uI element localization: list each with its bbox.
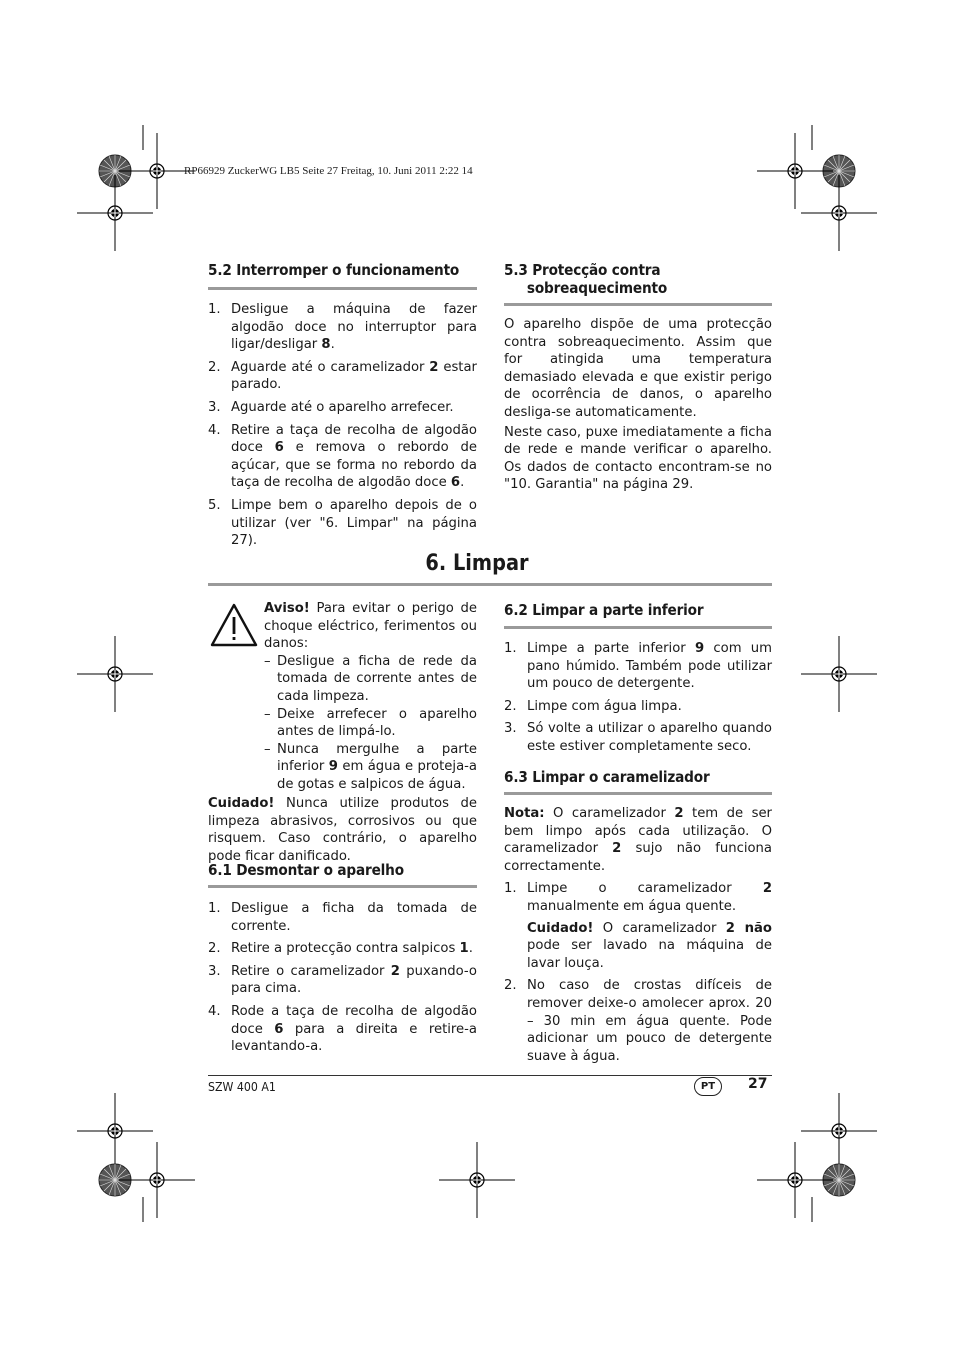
step-item: [504, 720, 772, 755]
section-rule: [504, 303, 772, 306]
step-item: [208, 301, 477, 354]
step-text: Rode a taça de recolha de algodão doce 6 para a direita e retire-a levantando-a.: [231, 1003, 477, 1055]
dash-bullet: –: [264, 706, 271, 722]
warning-item: – Nunca mergulhe a parte inferior 9 em água e proteja-a de gotas e salpicos de água.: [264, 741, 477, 792]
step-item: [208, 422, 477, 492]
step-number: 1.: [504, 881, 517, 897]
warning-item: – Deixe arrefecer o aparelho antes de limpá-lo.: [264, 706, 477, 740]
note-label: Nota:: [504, 806, 545, 821]
section-title-6-1: 6.1 Desmontar o aparelho: [208, 861, 404, 879]
step-text: Aguarde até o caramelizador 2 estar parado.: [231, 359, 477, 393]
step-text: Desligue a máquina de fazer algodão doce no interruptor para ligar/desligar 8.: [231, 302, 477, 353]
dash-bullet: –: [264, 653, 271, 669]
step-item: [208, 359, 477, 394]
warning-item: – Desligue a ficha de rede da tomada de corrente antes de cada limpeza.: [264, 653, 477, 704]
step-text: Desligue a ficha da tomada de corrente.: [231, 901, 477, 934]
steps-list: [504, 640, 772, 756]
step-text: Só volte a utilizar o aparelho quando este estiver completamente seco.: [527, 721, 772, 754]
step-number: 1.: [504, 641, 517, 656]
step-item: [208, 940, 477, 958]
page-number: 27: [748, 1076, 768, 1092]
chapter-title: 6. Limpar: [425, 551, 529, 576]
section-title-5-2: 5.2 Interromper o funcionamento: [208, 261, 460, 279]
step-text: Retire a protecção contra salpicos 1.: [231, 941, 473, 957]
step-item: [504, 977, 772, 1065]
step-number: 3.: [208, 963, 221, 979]
step-number: 2.: [208, 941, 221, 957]
section-6-2-body: [504, 640, 772, 761]
warning-label: Aviso!: [264, 601, 310, 616]
chapter-rule: [208, 583, 772, 586]
section-5-2-body: [208, 301, 477, 555]
paragraph: O aparelho dispõe de uma protecção contra sobreaquecimento. Assim que for atingida uma temperatura demasiado elevada e que existir perigo de ocorrência de danos, o aparelho desliga-se automaticamente.: [504, 317, 772, 420]
step-text: No caso de crostas difíceis de remover deixe-o amolecer aprox. 20 – 30 min em água quente. Pode adicionar um pouco de detergente suave à água.: [527, 978, 772, 1064]
step-number: 5.: [208, 497, 221, 513]
section-rule: [504, 626, 772, 629]
step-number: 2.: [504, 978, 517, 994]
steps-list: [208, 301, 477, 550]
step-text: Aguarde até o aparelho arrefecer.: [231, 399, 454, 415]
step-item: [504, 698, 772, 716]
section-title-6-3: 6.3 Limpar o caramelizador: [504, 768, 710, 786]
note-paragraph: [504, 805, 772, 875]
step-item: [208, 497, 477, 550]
step-text: Limpe o caramelizador 2 manualmente em água quente. Cuidado! O caramelizador 2 não pode ser lavado na máquina de lavar louça.: [527, 881, 772, 971]
step-number: 3.: [208, 399, 221, 415]
section-title-5-3: [504, 261, 667, 297]
step-number: 2.: [208, 359, 221, 375]
step-item: [208, 963, 477, 998]
steps-list: [208, 900, 477, 1056]
section-6-1-body: [208, 900, 477, 1061]
caution-text: Nunca utilize produtos de limpeza abrasivos, corrosivos ou que risquem. Caso contrário, o aparelho pode ficar danificado.: [208, 796, 477, 864]
language-badge: PT: [694, 1077, 722, 1096]
warning-body: Para evitar o perigo de choque eléctrico, ferimentos ou danos:: [264, 601, 477, 652]
print-info: RP66929 ZuckerWG LB5 Seite 27 Freitag, 10. Juni 2011 2:22 14: [184, 165, 473, 177]
model-number: SZW 400 A1: [208, 1079, 276, 1094]
section-rule: [504, 792, 772, 795]
step-text: Limpe bem o aparelho depois de o utilizar (ver "6. Limpar" na página 27).: [231, 497, 477, 549]
step-text: Retire o caramelizador 2 puxando-o para cima.: [231, 963, 477, 997]
step-item: [208, 1003, 477, 1056]
step-text: Limpe com água limpa.: [527, 698, 682, 714]
section-rule: [208, 885, 477, 888]
step-text: Limpe a parte inferior 9 com um pano húmido. Também pode utilizar um pouco de detergente.: [527, 641, 772, 692]
warning-text: [264, 600, 477, 794]
section-rule: [208, 287, 477, 290]
caution-paragraph: [208, 795, 477, 865]
section-6-3-body: [504, 805, 772, 1070]
step-text: Retire a taça de recolha de algodão doce 6 e remova o rebordo de açúcar, que se forma no rebordo da taça de recolha de algodão doce 6.: [231, 422, 477, 491]
warning-triangle-icon: [210, 603, 258, 647]
section-5-3-body: [504, 316, 772, 494]
section-title-line: 5.3 Protecção contra: [504, 261, 661, 279]
step-number: 1.: [208, 901, 221, 916]
section-title-6-2: 6.2 Limpar a parte inferior: [504, 601, 704, 619]
section-title-line: sobreaquecimento: [526, 279, 668, 297]
paragraph: Neste caso, puxe imediatamente a ficha de rede e mande verificar o aparelho. Os dados de contacto encontram-se no "10. Garantia" na página 29.: [504, 424, 772, 493]
step-item: [504, 640, 772, 693]
step-item: [208, 900, 477, 935]
footer-rule: [208, 1075, 772, 1076]
caution-label: Cuidado!: [208, 796, 275, 811]
step-number: 4.: [208, 1003, 221, 1019]
step-number: 2.: [504, 698, 517, 714]
note-text: O caramelizador 2 tem de ser bem limpo após cada utilização. O caramelizador 2 sujo não funciona correctamente.: [504, 806, 773, 874]
step-number: 3.: [504, 721, 517, 737]
steps-list: [504, 880, 772, 1065]
step-item: [504, 880, 772, 972]
dash-bullet: –: [264, 741, 271, 757]
step-number: 1.: [208, 302, 221, 317]
step-number: 4.: [208, 422, 221, 438]
warning-list: [264, 653, 477, 794]
step-item: [208, 399, 477, 417]
